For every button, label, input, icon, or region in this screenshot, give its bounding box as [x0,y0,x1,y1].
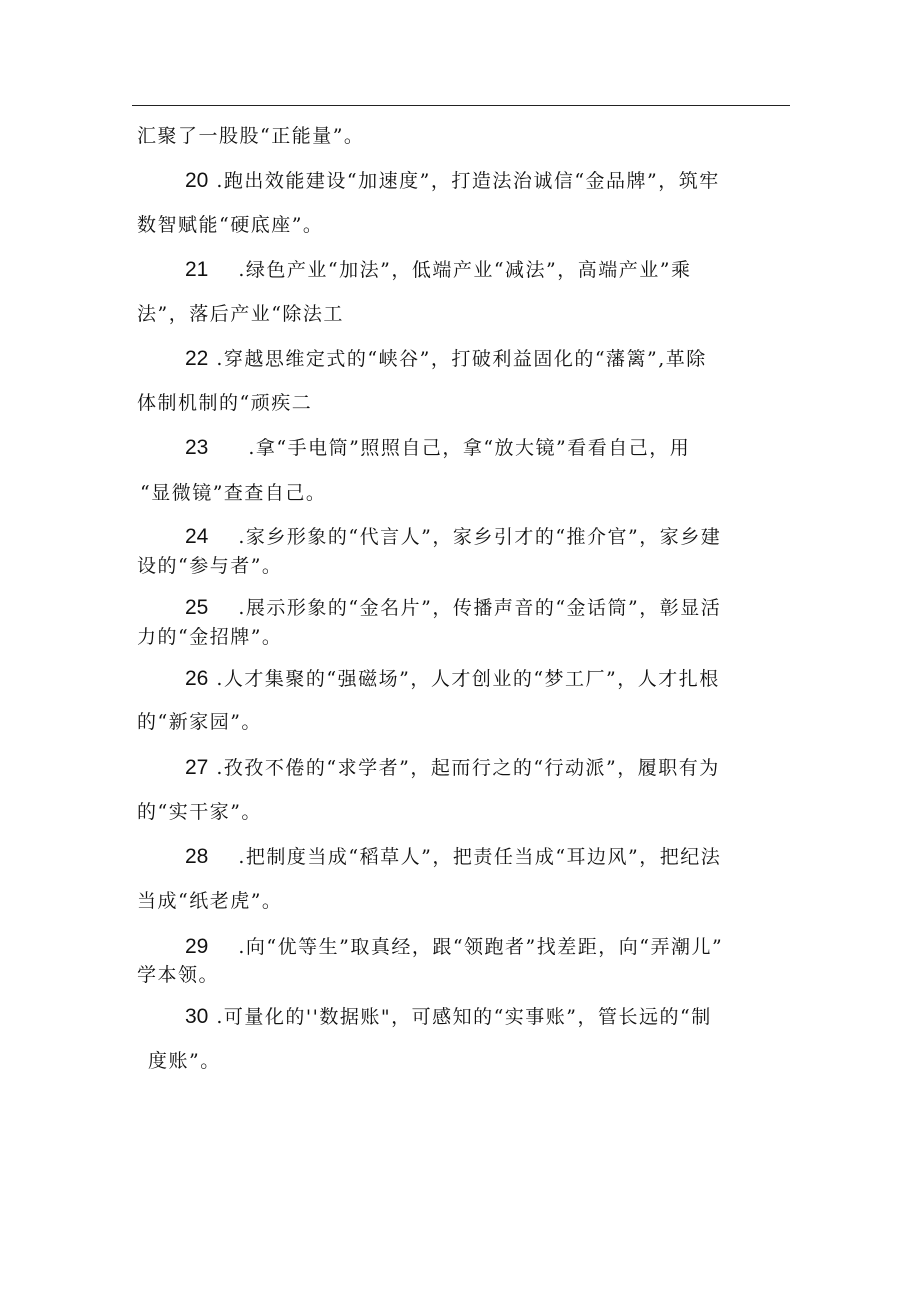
item-number: 27 [185,756,209,779]
text-line: 的“实干家”。 [137,801,262,823]
item-number: 23 [185,436,209,459]
text-line: 力的“金招牌”。 [137,626,283,648]
text-line: “显微镜”查查自己。 [140,482,327,504]
item-number: 21 [185,258,209,281]
list-item-22: 22 .穿越思维定式的“峡谷”，打破利益固化的“藩篱”,革除 [185,347,707,370]
text-line: 体制机制的“顽疾二 [137,392,313,414]
list-item-26: 26 .人才集聚的“强磁场”，人才创业的“梦工厂”，人才扎根 [185,667,720,690]
text-line: 设的“参与者”。 [137,555,283,577]
text-line: 汇聚了一股股“正能量”。 [137,125,365,147]
text-line: 当成“纸老虎”。 [137,890,283,912]
item-number: 29 [185,935,209,958]
list-item-21: 21 .绿色产业“加法”，低端产业“减法”，高端产业”乘 [185,258,692,281]
text-line: 度账”。 [148,1050,221,1072]
item-number: 30 [185,1005,209,1028]
list-item-25: 25 .展示形象的“金名片”，传播声音的“金话筒”，彰显活 [185,596,722,619]
item-number: 22 [185,347,209,370]
item-number: 20 [185,169,209,192]
item-number: 26 [185,667,209,690]
header-rule [132,105,790,106]
text-line: 法”，落后产业“除法工 [137,303,344,325]
text-line: 的“新家园”。 [137,711,262,733]
list-item-29: 29 .向“优等生”取真经，跟“领跑者”找差距，向“弄潮儿” [185,935,724,958]
text-line: 数智赋能“硬底座”。 [137,214,324,236]
item-number: 24 [185,525,209,548]
list-item-23: 23 .拿“手电筒”照照自己，拿“放大镜”看看自己，用 [185,436,691,459]
list-item-20: 20 .跑出效能建设“加速度”，打造法治诚信“金品牌”，筑牢 [185,169,720,192]
item-number: 25 [185,596,209,619]
list-item-28: 28 .把制度当成“稻草人”，把责任当成“耳边风”，把纪法 [185,845,722,868]
text-line: 学本领。 [137,964,220,986]
list-item-27: 27 .孜孜不倦的“求学者”，起而行之的“行动派”，履职有为 [185,756,720,779]
list-item-24: 24 .家乡形象的“代言人”，家乡引才的“推介官”，家乡建 [185,525,722,548]
list-item-30: 30 .可量化的''数据账"，可感知的“实事账”，管长远的“制 [185,1005,712,1028]
item-number: 28 [185,845,209,868]
